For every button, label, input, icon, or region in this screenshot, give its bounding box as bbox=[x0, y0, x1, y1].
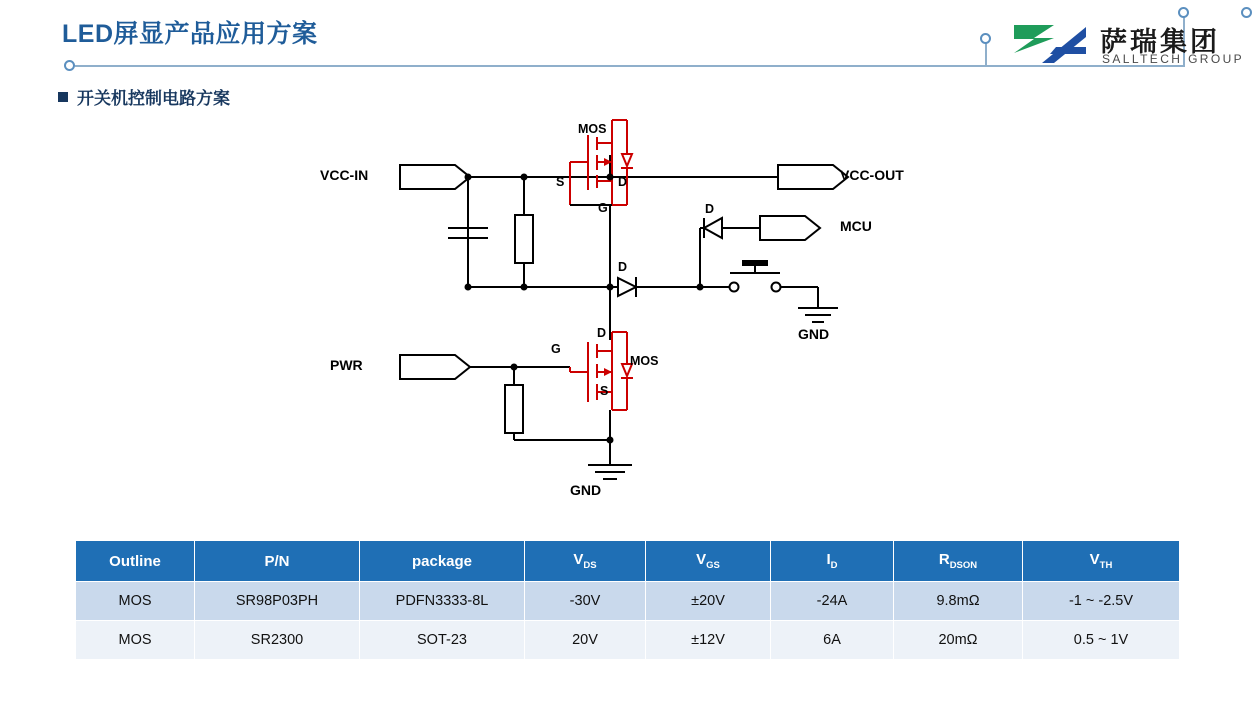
cell-vth: -1 ~ -2.5V bbox=[1023, 582, 1180, 621]
cell-outline: MOS bbox=[76, 621, 195, 660]
decorative-node-left-icon bbox=[64, 60, 75, 71]
section-bullet-icon bbox=[58, 92, 68, 102]
cell-id: -24A bbox=[771, 582, 894, 621]
push-button-symbol bbox=[700, 260, 838, 322]
cell-package: PDFN3333-8L bbox=[360, 582, 525, 621]
brand-logo bbox=[1012, 20, 1245, 70]
label-top-source: S bbox=[556, 175, 565, 189]
cell-pn: SR2300 bbox=[195, 621, 360, 660]
cell-vgs: ±20V bbox=[646, 582, 771, 621]
logo-text-cn: 萨瑞集团 bbox=[1100, 27, 1220, 57]
cell-vgs: ±12V bbox=[646, 621, 771, 660]
decorative-node-far-right-icon bbox=[1241, 7, 1252, 18]
mosfet-bottom-symbol bbox=[570, 332, 633, 410]
cell-package: SOT-23 bbox=[360, 621, 525, 660]
label-top-drain: D bbox=[618, 175, 628, 189]
col-rdson: $R_{DSON}$ bbox=[894, 541, 1023, 582]
label-diode-mcu: D bbox=[705, 202, 715, 216]
label-vcc-in: VCC-IN bbox=[320, 167, 369, 183]
schematic-svg bbox=[0, 110, 1255, 530]
label-mos-top: MOS bbox=[578, 122, 607, 136]
col-vds: $V_{DS}$ bbox=[525, 541, 646, 582]
col-vgs: $V_{GS}$ bbox=[646, 541, 771, 582]
label-pwr: PWR bbox=[330, 357, 363, 373]
page-title: LED屏显产品应用方案 bbox=[62, 20, 318, 48]
label-mcu: MCU bbox=[840, 218, 872, 234]
label-bot-drain: D bbox=[597, 326, 607, 340]
label-top-gate: G bbox=[598, 201, 608, 215]
circuit-schematic bbox=[0, 110, 1255, 530]
label-bot-gate: G bbox=[551, 342, 561, 356]
decorative-node-right-icon bbox=[1178, 7, 1189, 18]
col-id: $I_D$ bbox=[771, 541, 894, 582]
label-bot-source: S bbox=[600, 384, 609, 398]
col-outline-label: Outline bbox=[109, 552, 161, 570]
spec-table bbox=[75, 540, 1180, 660]
cell-vds: 20V bbox=[525, 621, 646, 660]
col-vth: $V_{TH}$ bbox=[1023, 541, 1180, 582]
cell-vth: 0.5 ~ 1V bbox=[1023, 621, 1180, 660]
label-vcc-out: VCC-OUT bbox=[840, 167, 904, 183]
label-gnd-bottom: GND bbox=[570, 482, 602, 498]
diode-mid-symbol bbox=[618, 277, 700, 297]
table-row bbox=[76, 621, 1180, 660]
section-heading bbox=[58, 84, 230, 109]
label-mos-bottom: MOS bbox=[630, 354, 659, 368]
table-row bbox=[76, 582, 1180, 621]
col-package bbox=[360, 541, 525, 582]
cell-rdson: 9.8mΩ bbox=[894, 582, 1023, 621]
cell-outline: MOS bbox=[76, 582, 195, 621]
logo-text-en: SALLTECH GROUP bbox=[1102, 52, 1245, 66]
cell-vds: -30V bbox=[525, 582, 646, 621]
cell-pn: SR98P03PH bbox=[195, 582, 360, 621]
col-pn bbox=[195, 541, 360, 582]
col-package-label: package bbox=[411, 552, 473, 570]
col-outline bbox=[76, 541, 195, 582]
section-title-label: 开关机控制电路方案 bbox=[77, 89, 230, 108]
col-pn-label: P/N bbox=[264, 552, 290, 570]
logo-mark-icon bbox=[1012, 23, 1090, 67]
label-diode-mid: D bbox=[618, 260, 628, 274]
diode-mcu-symbol bbox=[704, 218, 722, 238]
decorative-node-middle-icon bbox=[980, 33, 991, 44]
table-header-row bbox=[76, 541, 1180, 582]
cell-id: 6A bbox=[771, 621, 894, 660]
cell-rdson: 20mΩ bbox=[894, 621, 1023, 660]
label-gnd-right: GND bbox=[798, 326, 830, 342]
slide-header bbox=[0, 0, 1255, 90]
